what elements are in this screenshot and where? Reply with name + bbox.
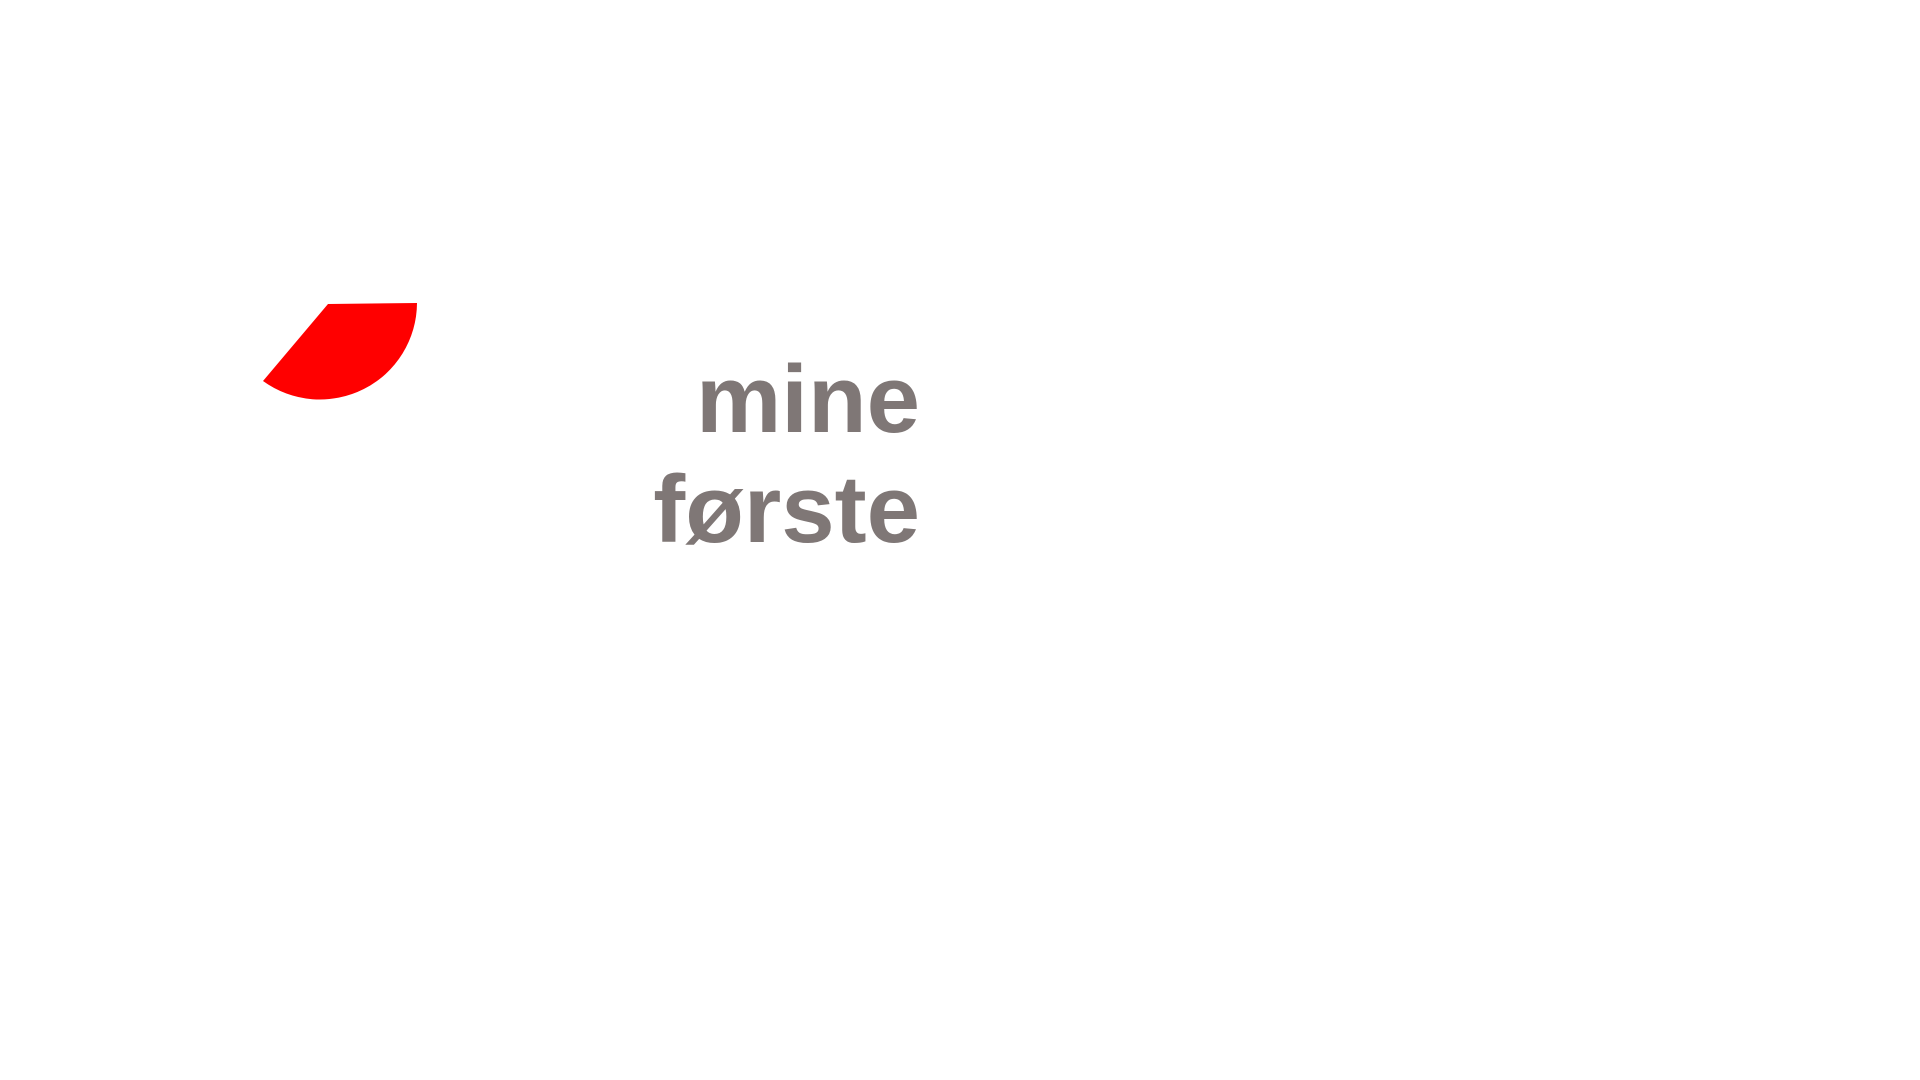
title-line-1: mine: [695, 346, 920, 453]
page-title: [560, 345, 920, 565]
title-line-2: første: [653, 456, 920, 563]
